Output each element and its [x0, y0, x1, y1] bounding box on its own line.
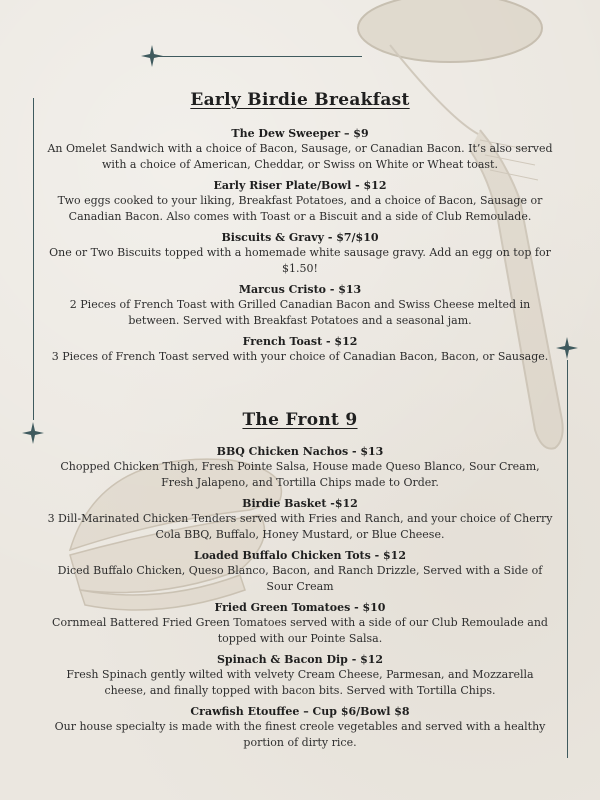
item-description: Chopped Chicken Thigh, Fresh Pointe Salsa, House made Queso Blanco, Sour Cream, Fresh Jalapeno, and Tortilla Chips made to Order. [60, 460, 540, 489]
item-name: Marcus Cristo - $13 [238, 283, 362, 296]
item-description: Two eggs cooked to your liking, Breakfast Potatoes, and a choice of Bacon, Sausage or Canadian Bacon. Also comes with Toast or a Biscuit and a side of Club Remoulade. [57, 194, 543, 223]
item-name: Early Riser Plate/Bowl - $12 [213, 179, 387, 192]
section-front-9 [40, 410, 560, 750]
item-name: The Dew Sweeper – $9 [231, 127, 369, 140]
top-rule [152, 56, 362, 57]
menu-item [40, 126, 560, 172]
item-description: One or Two Biscuits topped with a homemade white sausage gravy. Add an egg on top for $1.50! [49, 246, 551, 275]
menu-item [40, 444, 560, 490]
menu-item [40, 230, 560, 276]
menu-item [40, 600, 560, 646]
item-description: Our house specialty is made with the finest creole vegetables and served with a healthy portion of dirty rice. [54, 720, 546, 749]
item-name: Birdie Basket -$12 [242, 497, 358, 510]
menu-item [40, 652, 560, 698]
menu-item [40, 548, 560, 594]
section-title: The Front 9 [242, 410, 358, 430]
star-ornament-top-icon [141, 45, 163, 67]
section-title: Early Birdie Breakfast [190, 90, 410, 110]
item-description: Fresh Spinach gently wilted with velvety Cream Cheese, Parmesan, and Mozzarella cheese, and finally topped with bacon bits. Served with Tortilla Chips. [66, 668, 534, 697]
right-rule [567, 360, 568, 758]
item-description: An Omelet Sandwich with a choice of Bacon, Sausage, or Canadian Bacon. It’s also served with a choice of American, Cheddar, or Swiss on White or Wheat toast. [47, 142, 553, 171]
item-description: 2 Pieces of French Toast with Grilled Canadian Bacon and Swiss Cheese melted in between. Served with Breakfast Potatoes and a seasonal jam. [69, 298, 531, 327]
section-breakfast [40, 90, 560, 365]
item-name: Loaded Buffalo Chicken Tots - $12 [193, 549, 406, 562]
item-name: French Toast - $12 [242, 335, 358, 348]
item-name: Spinach & Bacon Dip - $12 [216, 653, 384, 666]
item-description: Cornmeal Battered Fried Green Tomatoes served with a side of our Club Remoulade and topped with our Pointe Salsa. [52, 616, 548, 645]
item-description: Diced Buffalo Chicken, Queso Blanco, Bacon, and Ranch Drizzle, Served with a Side of Sour Cream [57, 564, 543, 593]
item-name: Crawfish Etouffee – Cup $6/Bowl $8 [190, 705, 410, 718]
item-description: 3 Pieces of French Toast served with your choice of Canadian Bacon, Bacon, or Sausage. [51, 350, 549, 363]
item-name: Fried Green Tomatoes - $10 [214, 601, 386, 614]
menu-item [40, 496, 560, 542]
item-description: 3 Dill-Marinated Chicken Tenders served with Fries and Ranch, and your choice of Cherry Cola BBQ, Buffalo, Honey Mustard, or Blue Cheese. [47, 512, 553, 541]
menu-item [40, 178, 560, 224]
left-rule [33, 98, 34, 420]
item-name: Biscuits & Gravy - $7/$10 [221, 231, 379, 244]
item-name: BBQ Chicken Nachos - $13 [216, 445, 384, 458]
menu-item [40, 704, 560, 750]
menu-item [40, 282, 560, 328]
menu-item [40, 334, 560, 365]
